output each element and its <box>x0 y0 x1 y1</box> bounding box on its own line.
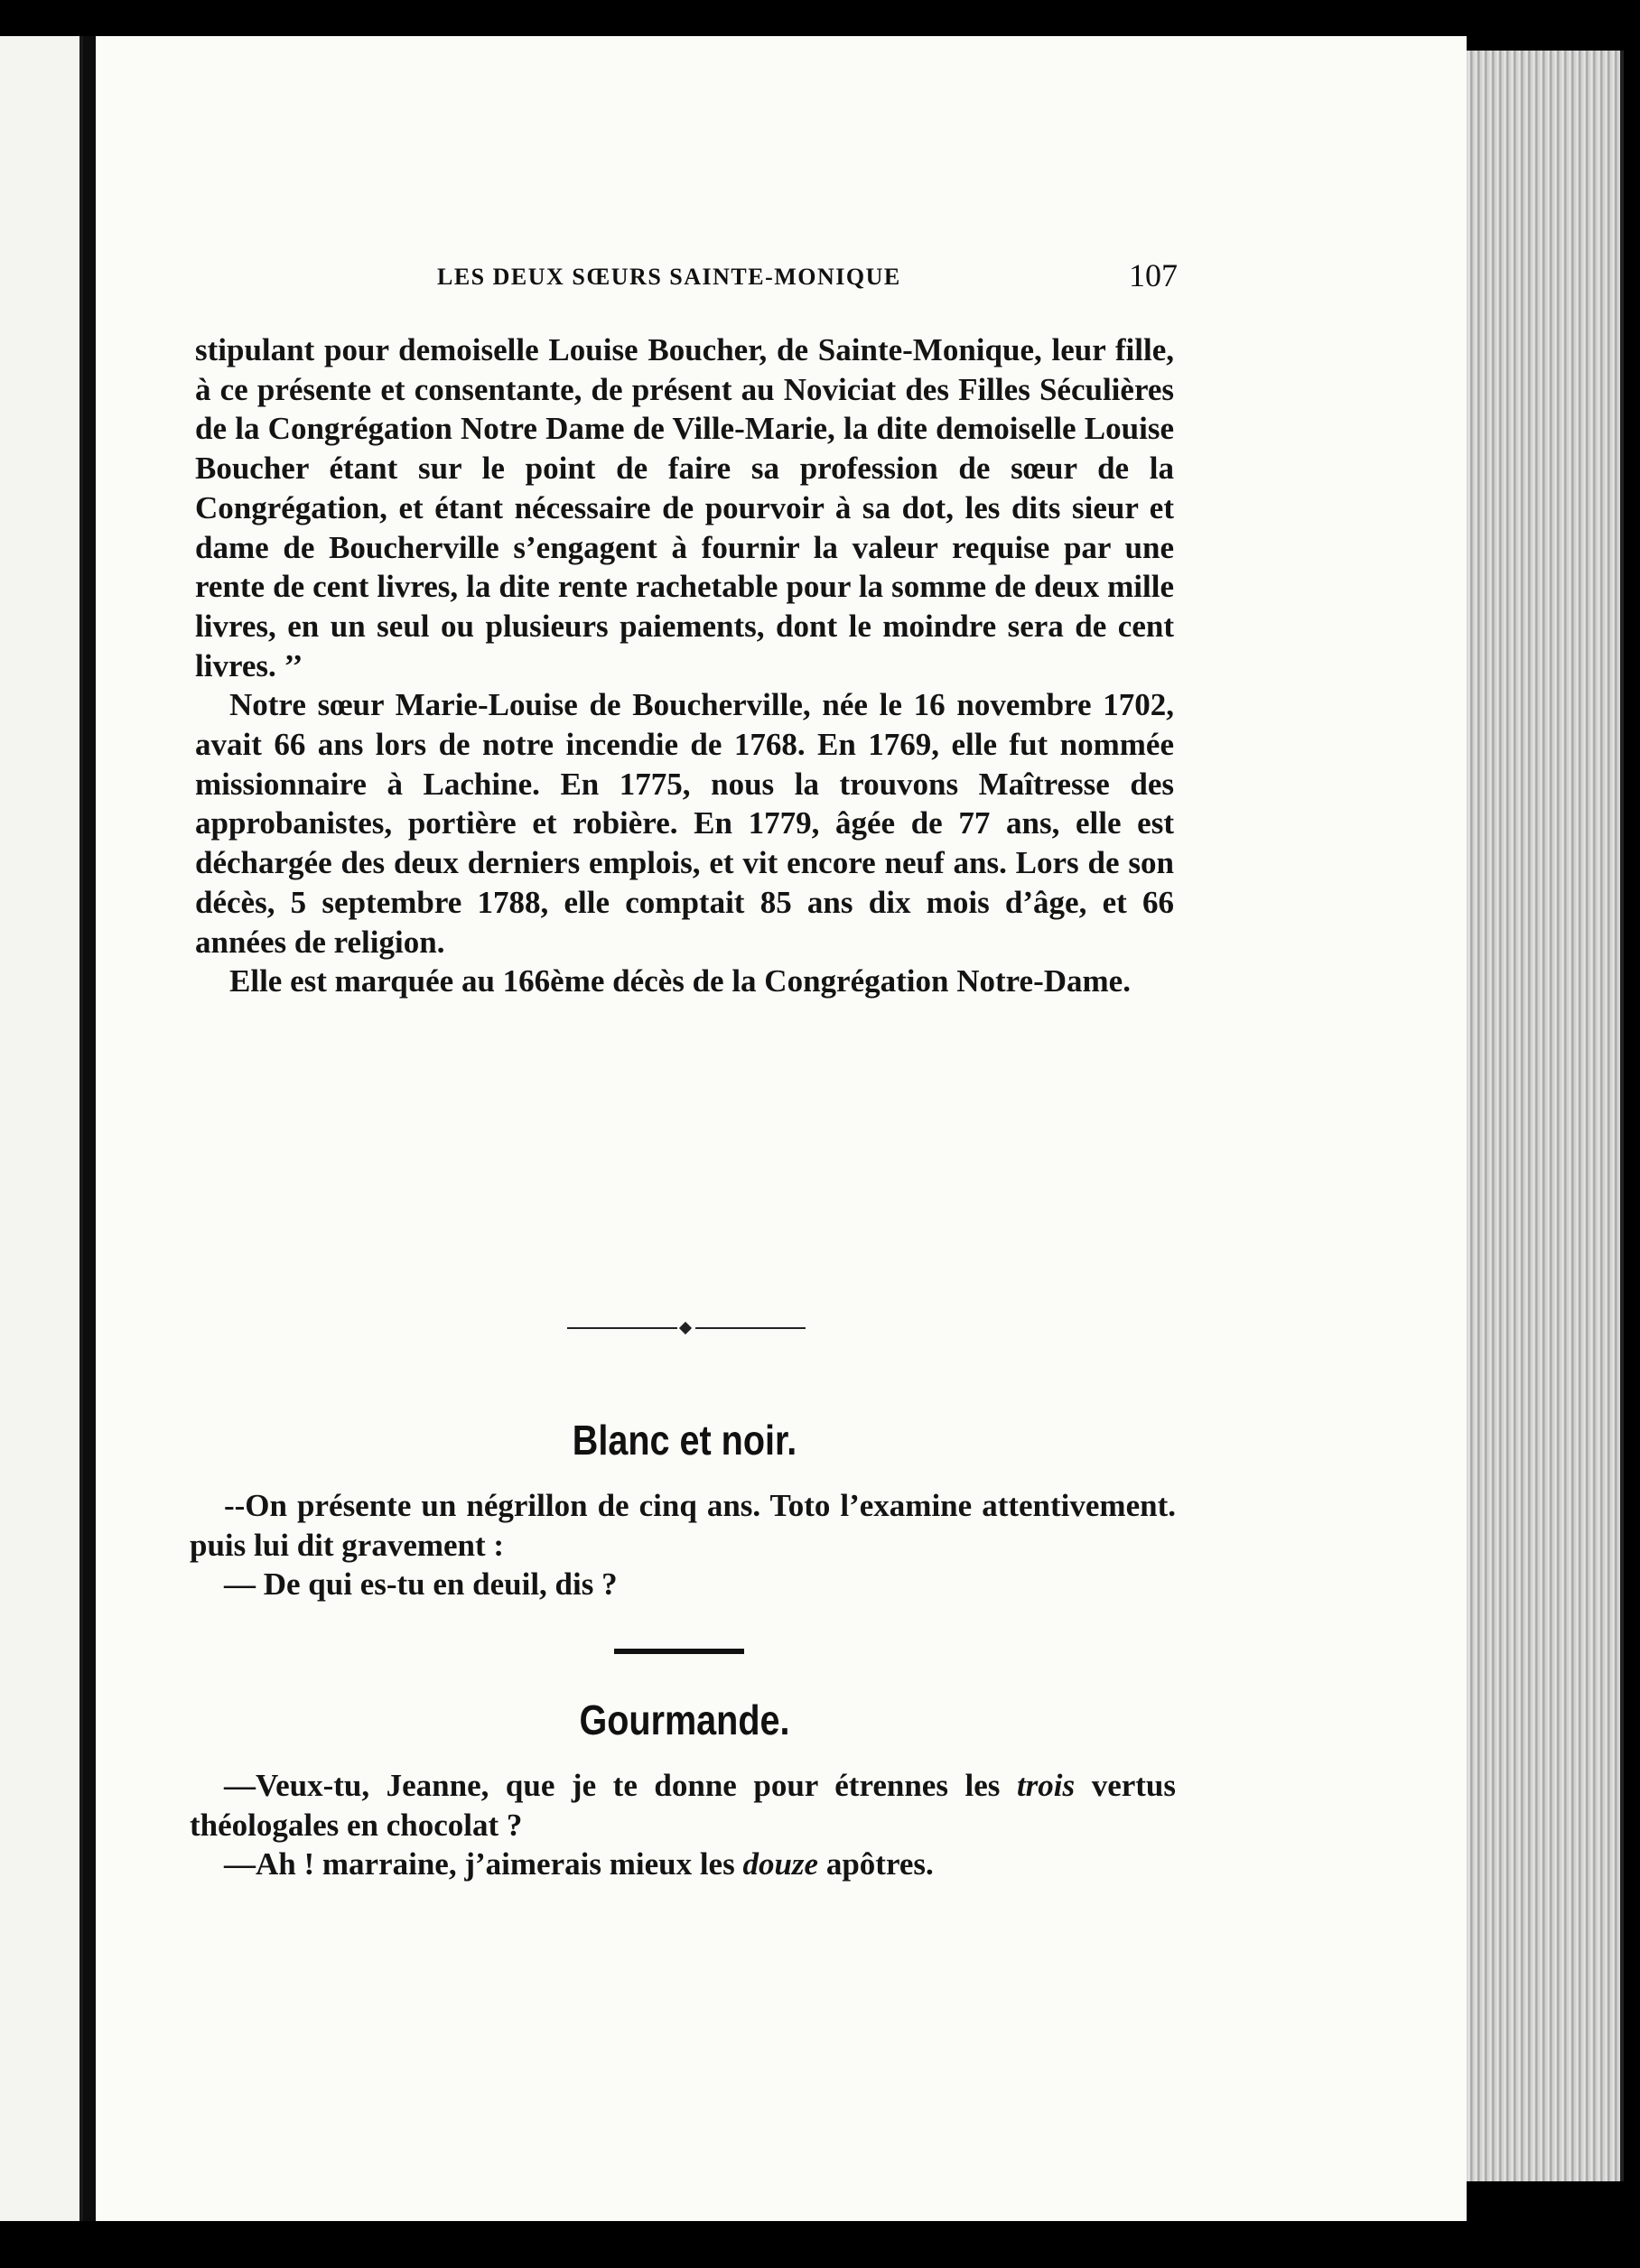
left-page-edge <box>0 36 85 2221</box>
anecdote-gourmande <box>190 1766 1176 1884</box>
paragraph-contract: stipulant pour demoiselle Louise Boucher, de Sainte-Monique, leur fille, à ce présente et consentante, de présent au Noviciat des Filles Séculières de la Congrégation Notre Dame de Ville-Marie, la dite demoiselle Louise Boucher étant sur le point de faire sa profession de sœur de la Congrégation, et étant nécessaire de pourvoir à sa dot, les dits sieur et dame de Boucherville s’engagent à fournir la valeur requise par une rente de cent livres, la dite rente rachetable pour la somme de deux mille livres, en un seul ou plusieurs paiements, dont le moindre sera de cent livres. ’’ <box>195 332 1174 683</box>
section-divider-ornament <box>567 1322 806 1334</box>
page-number: 107 <box>1129 257 1178 293</box>
anecdote-blanc-et-noir <box>190 1486 1176 1604</box>
section-title-gourmande: Gourmande. <box>579 1696 790 1743</box>
paragraph-death-record: Elle est marquée au 166ème décès de la Congrégation Notre-Dame. <box>229 963 1131 999</box>
body-text <box>195 330 1174 1001</box>
italic-word: trois <box>1016 1768 1076 1803</box>
divider-line-right <box>695 1327 806 1329</box>
italic-word: douze <box>742 1846 819 1882</box>
section-title-blanc-et-noir: Blanc et noir. <box>572 1417 797 1464</box>
anecdote-line <box>190 1766 1176 1845</box>
book-gutter <box>83 36 96 2221</box>
paragraph-biography: Notre sœur Marie-Louise de Boucherville, née le 16 novembre 1702, avait 66 ans lors de notre incendie de 1768. En 1769, elle fut nommée missionnaire à Lachine. En 1775, nous la trouvons Maîtresse des approbanistes, portière et robière. En 1779, âgée de 77 ans, elle est déchargée des deux derniers emplois, et vit encore neuf ans. Lors de son décès, 5 septembre 1788, elle comptait 85 ans dix mois d’âge, et 66 années de religion. <box>195 687 1174 960</box>
anecdote-line <box>190 1845 1176 1884</box>
section-rule <box>614 1649 744 1654</box>
text-run: —Ah ! marraine, j’aimerais mieux les <box>224 1846 735 1882</box>
page-stack-edge <box>1467 51 1624 2181</box>
text-run: —Veux-tu, Jeanne, que je te donne pour étrennes les <box>224 1768 1001 1803</box>
running-head: LES DEUX SŒURS SAINTE-MONIQUE <box>437 264 901 290</box>
anecdote-line: — De qui es-tu en deuil, dis ? <box>224 1566 618 1603</box>
divider-line-left <box>567 1327 677 1329</box>
divider-diamond <box>679 1322 692 1334</box>
anecdote-line: --On présente un négrillon de cinq ans. Toto l’examine attentivement. puis lui dit gravement : <box>190 1488 1176 1563</box>
text-run: vertus théologales en chocolat ? <box>190 1768 1176 1843</box>
text-run: apôtres. <box>825 1846 934 1882</box>
